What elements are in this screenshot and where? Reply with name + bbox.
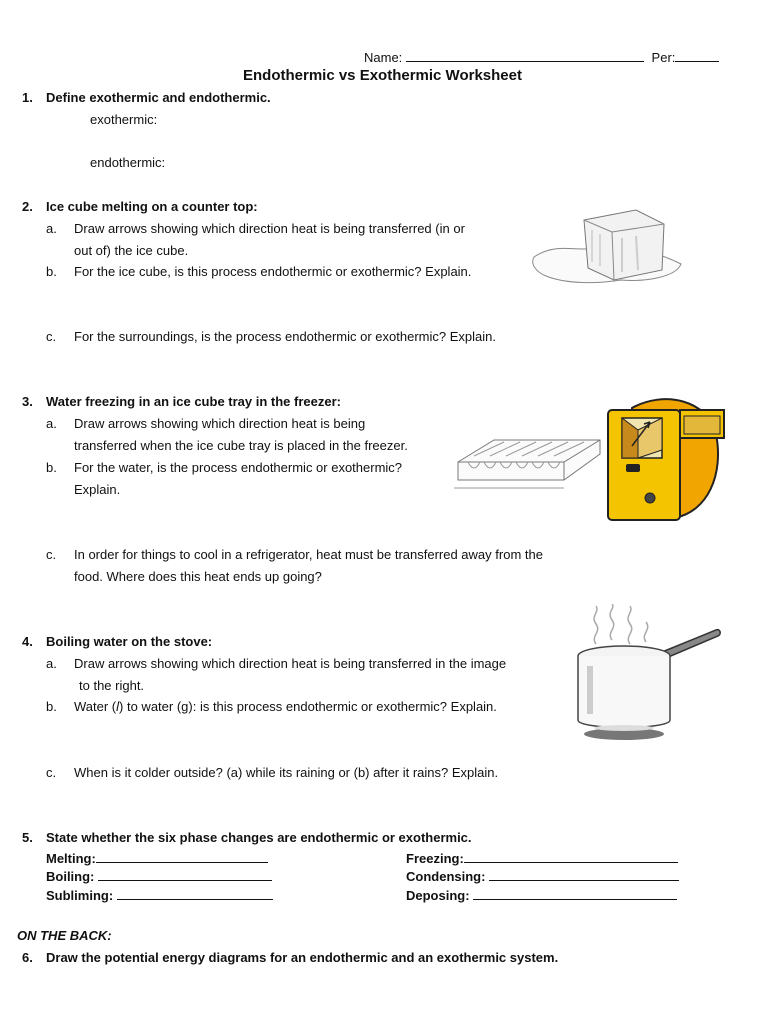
q3c-line1: In order for things to cool in a refrigerator, heat must be transferred away from the xyxy=(74,547,543,562)
subliming-row xyxy=(46,886,273,904)
q2a-line2: out of) the ice cube. xyxy=(74,243,189,258)
q1-endothermic-label: endothermic: xyxy=(90,155,166,170)
name-blank[interactable] xyxy=(406,48,644,62)
q4a-letter: a. xyxy=(46,656,57,671)
q3-number: 3. xyxy=(22,394,33,409)
q4b-post: ) to water (g): is this process endothermic or exothermic? Explain. xyxy=(119,699,497,714)
q2c-text: For the surroundings, is the process endothermic or exothermic? Explain. xyxy=(74,329,496,344)
q2a xyxy=(46,220,465,237)
per-label: Per: xyxy=(651,50,676,65)
boiling-row xyxy=(46,867,272,885)
freezing-row xyxy=(406,849,678,867)
q3a xyxy=(46,415,365,432)
boiling-label: Boiling: xyxy=(46,869,95,884)
deposing-row xyxy=(406,886,677,904)
q4b-liquid: l xyxy=(116,699,120,714)
q4a-line1: Draw arrows showing which direction heat is being transferred in the image xyxy=(74,656,507,671)
q3b-line2: Explain. xyxy=(74,482,121,497)
q4c-text: When is it colder outside? (a) while its raining or (b) after it rains? Explain. xyxy=(74,765,499,780)
q2c xyxy=(46,328,496,345)
subliming-blank[interactable] xyxy=(117,886,273,900)
q1-number: 1. xyxy=(22,90,33,105)
boiling-pot-illustration xyxy=(568,604,728,744)
q2c-letter: c. xyxy=(46,329,57,344)
melting-label: Melting: xyxy=(46,851,96,866)
q5-number: 5. xyxy=(22,830,33,845)
q4b-pre: Water ( xyxy=(74,699,117,714)
q4a xyxy=(46,655,506,672)
q2a-letter: a. xyxy=(46,221,57,236)
freezing-blank[interactable] xyxy=(464,849,678,863)
q2-number: 2. xyxy=(22,199,33,214)
q3c xyxy=(46,546,543,563)
q3-text: Water freezing in an ice cube tray in the freezer: xyxy=(46,394,341,409)
subliming-label: Subliming: xyxy=(46,888,114,903)
q1-text: Define exothermic and endothermic. xyxy=(46,90,271,105)
q5-text: State whether the six phase changes are endothermic or exothermic. xyxy=(46,830,472,845)
q3c-line2: food. Where does this heat ends up going? xyxy=(74,569,322,584)
name-field xyxy=(364,48,719,66)
q4a-line2: to the right. xyxy=(79,678,145,693)
q3-prompt xyxy=(22,393,341,410)
q1-prompt xyxy=(22,89,271,106)
melting-blank[interactable] xyxy=(96,849,268,863)
q4c xyxy=(46,764,498,781)
q2b-letter: b. xyxy=(46,264,57,279)
q5-prompt xyxy=(22,829,472,846)
q4b xyxy=(46,698,497,715)
boiling-blank[interactable] xyxy=(98,867,272,881)
name-label: Name: xyxy=(364,50,403,65)
q3a-line1: Draw arrows showing which direction heat is being xyxy=(74,416,366,431)
q2b xyxy=(46,263,471,280)
melting-row xyxy=(46,849,268,867)
q2a-line1: Draw arrows showing which direction heat is being transferred (in or xyxy=(74,221,465,236)
q3c-letter: c. xyxy=(46,547,57,562)
q4c-letter: c. xyxy=(46,765,57,780)
q2-prompt xyxy=(22,198,258,215)
q4b-letter: b. xyxy=(46,699,57,714)
q4-number: 4. xyxy=(22,634,33,649)
ice-tray-illustration xyxy=(454,434,604,494)
q3a-line2: transferred when the ice cube tray is placed in the freezer. xyxy=(74,438,408,453)
q6-text: Draw the potential energy diagrams for an endothermic and an exothermic system. xyxy=(46,950,559,965)
condensing-blank[interactable] xyxy=(489,867,679,881)
condensing-row xyxy=(406,867,679,885)
q3b-line1: For the water, is the process endothermic or exothermic? xyxy=(74,460,403,475)
per-blank[interactable] xyxy=(675,48,719,62)
q2-text: Ice cube melting on a counter top: xyxy=(46,199,258,214)
q3b xyxy=(46,459,402,476)
condensing-label: Condensing: xyxy=(406,869,486,884)
on-the-back-label: ON THE BACK: xyxy=(17,928,112,943)
ice-cube-illustration xyxy=(526,202,686,292)
q4-prompt xyxy=(22,633,212,650)
page-title: Endothermic vs Exothermic Worksheet xyxy=(243,67,522,84)
q6-prompt xyxy=(22,949,558,966)
deposing-label: Deposing: xyxy=(406,888,470,903)
q3b-letter: b. xyxy=(46,460,57,475)
q1-exothermic-label: exothermic: xyxy=(90,112,158,127)
q4-text: Boiling water on the stove: xyxy=(46,634,213,649)
freezer-illustration xyxy=(604,394,728,524)
q3a-letter: a. xyxy=(46,416,57,431)
deposing-blank[interactable] xyxy=(473,886,677,900)
q6-number: 6. xyxy=(22,950,33,965)
q2b-text: For the ice cube, is this process endothermic or exothermic? Explain. xyxy=(74,264,472,279)
freezing-label: Freezing: xyxy=(406,851,464,866)
